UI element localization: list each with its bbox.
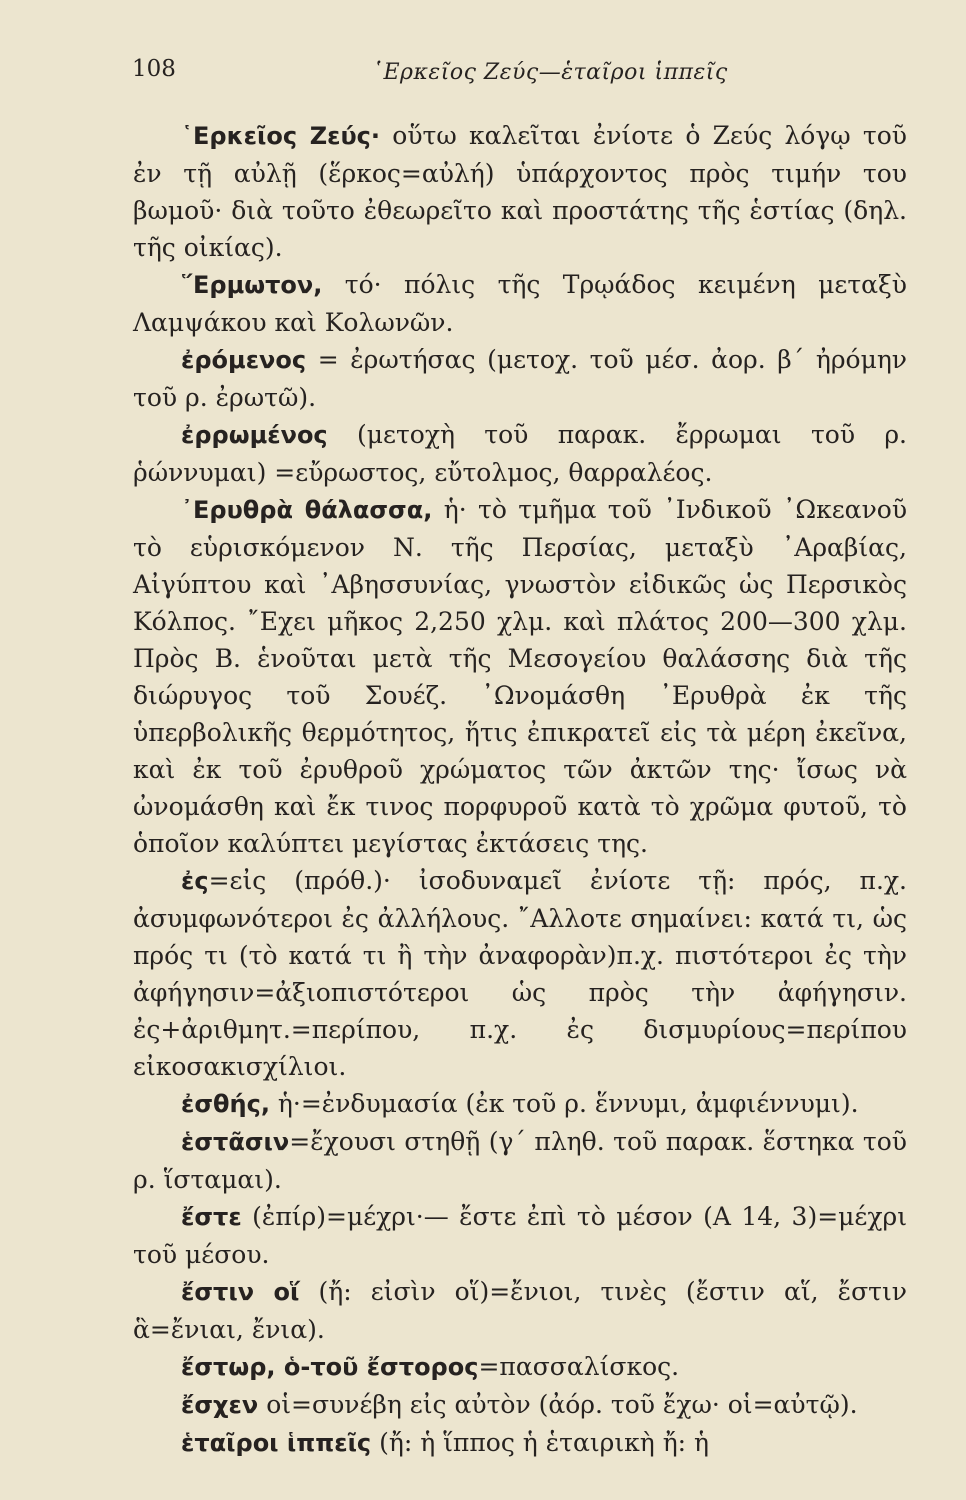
dictionary-entry xyxy=(133,117,907,266)
dictionary-entry xyxy=(133,491,907,862)
entry-text: (ἤ: εἰσὶν οἵ)=ἔνιοι, τινὲς (ἔστιν αἵ, ἔστιν ἃ=ἔνιαι, ἔνια). xyxy=(133,1277,907,1344)
entry-headword: ἐρρωμένος xyxy=(181,421,328,449)
dictionary-entry xyxy=(133,1198,907,1273)
entry-headword: ῞Ερμωτον, xyxy=(181,271,323,299)
entry-text: = ἐρωτήσας (μετοχ. τοῦ μέσ. ἀορ. β΄ ἠρόμην τοῦ ρ. ἐρωτῶ). xyxy=(133,345,907,412)
entry-headword: ἐσθής, xyxy=(181,1090,270,1118)
page-header xyxy=(132,52,908,92)
dictionary-entry xyxy=(133,416,907,491)
dictionary-entry xyxy=(133,1386,907,1424)
entry-headword: ἐς xyxy=(181,867,209,895)
dictionary-entry xyxy=(133,1348,907,1386)
entry-text: =εἰς (πρόθ.)· ἰσοδυναμεῖ ἐνίοτε τῇ: πρός, π.χ. ἀσυμφωνότεροι ἐς ἀλλήλους. ῎Αλλοτε σημαίνει: κατά τι, ὡς πρός τι (τὸ κατά τι ἢ τὴν ἀναφορὰν)π.χ. πιστότεροι ἐς τὴν ἀφήγησιν=ἀξιοπιστότεροι ὡς πρὸς τὴν ἀφήγησιν. ἐς+ἀριθμητ.=περίπου, π.χ. ἐς δισμυρίους=περίπου εἰκοσακισχίλιοι. xyxy=(133,866,907,1081)
entry-text: ἡ· τὸ τμῆμα τοῦ ᾿Ινδικοῦ ᾿Ωκεανοῦ τὸ εὑρισκόμενον Ν. τῆς Περσίας, μεταξὺ ᾿Αραβίας, Αἰγύπτου καὶ ᾿Αβησσυνίας, γνωστὸν εἰδικῶς ὡς Περσικὸς Κόλπος. ῎Εχει μῆκος 2,250 χλμ. καὶ πλάτος 200—300 χλμ. Πρὸς Β. ἑνοῦται μετὰ τῆς Μεσογείου θαλάσσης διὰ τῆς διώρυγος τοῦ Σουέζ. ᾿Ωνομάσθη ᾿Ερυθρὰ ἐκ τῆς ὑπερβολικῆς θερμότητος, ἥτις ἐπικρατεῖ εἰς τὰ μέρη ἐκεῖνα, καὶ ἐκ τοῦ ἐρυθροῦ χρώματος τῶν ἀκτῶν της· ἴσως νὰ ὠνομάσθη καὶ ἔκ τινος πορφυροῦ κατὰ τὸ χρῶμα φυτοῦ, τὸ ὁποῖον καλύπτει μεγίστας ἐκτάσεις της. xyxy=(133,495,908,858)
entry-headword: ἑστᾶσιν xyxy=(181,1128,290,1156)
dictionary-entry xyxy=(133,1424,907,1462)
entry-headword: ἐρόμενος xyxy=(181,346,307,374)
dictionary-entry xyxy=(133,1123,907,1198)
dictionary-entry xyxy=(133,341,907,416)
running-head: ῾Ερκεῖος Ζεύς—ἑταῖροι ἱππεῖς xyxy=(372,60,728,85)
dictionary-entry xyxy=(133,1085,907,1123)
entry-text: τό· πόλις τῆς Τρῳάδος κειμένη μεταξὺ Λαμψάκου καὶ Κολωνῶν. xyxy=(133,270,907,337)
entry-text: =ἔχουσι στηθῇ (γ΄ πληθ. τοῦ παρακ. ἕστηκα τοῦ ρ. ἵσταμαι). xyxy=(133,1127,907,1194)
page-number: 108 xyxy=(132,56,176,82)
entry-headword: ῾Ερκεῖος Ζεύς· xyxy=(181,122,381,150)
entry-text: (μετοχὴ τοῦ παρακ. ἔρρωμαι τοῦ ρ. ῥώννυμαι) =εὔρωστος, εὔτολμος, θαρραλέος. xyxy=(133,420,907,487)
entry-text: οὕτω καλεῖται ἐνίοτε ὁ Ζεύς λόγῳ τοῦ ἐν τῇ αὐλῇ (ἕρκος=αὐλή) ὑπάρχοντος πρὸς τιμήν του βωμοῦ· διὰ τοῦτο ἐθεωρεῖτο καὶ προστάτης τῆς ἑστίας (δηλ. τῆς οἰκίας). xyxy=(133,121,908,262)
entry-headword: ᾿Ερυθρὰ θάλασσα, xyxy=(181,496,433,524)
entry-text: =πασσαλίσκος. xyxy=(478,1352,680,1381)
dictionary-entry xyxy=(133,1273,907,1348)
entry-text: (ἤ: ἡ ἵππος ἡ ἑταιρικὴ ἤ: ἡ xyxy=(371,1428,710,1457)
entry-text: οἱ=συνέβη εἰς αὐτὸν (ἀόρ. τοῦ ἔχω· οἱ=αὐτῷ). xyxy=(258,1390,858,1419)
dictionary-entry xyxy=(133,266,907,341)
entry-headword: ἔστωρ, ὁ-τοῦ ἔστορος xyxy=(181,1353,479,1381)
entry-headword: ἔστιν οἵ xyxy=(181,1278,300,1306)
entry-text: (ἐπίρ)=μέχρι·— ἔστε ἐπὶ τὸ μέσον (Α 14, 3)=μέχρι τοῦ μέσου. xyxy=(133,1202,907,1269)
entry-headword: ἔστε xyxy=(181,1203,242,1231)
entry-headword: ἔσχεν xyxy=(181,1391,259,1419)
entry-headword: ἑταῖροι ἱππεῖς xyxy=(181,1429,372,1457)
dictionary-entry xyxy=(133,862,907,1085)
entry-text: ἡ·=ἐνδυμασία (ἐκ τοῦ ρ. ἕννυμι, ἀμφιέννυμι). xyxy=(269,1089,859,1118)
entries-column xyxy=(133,117,907,1462)
